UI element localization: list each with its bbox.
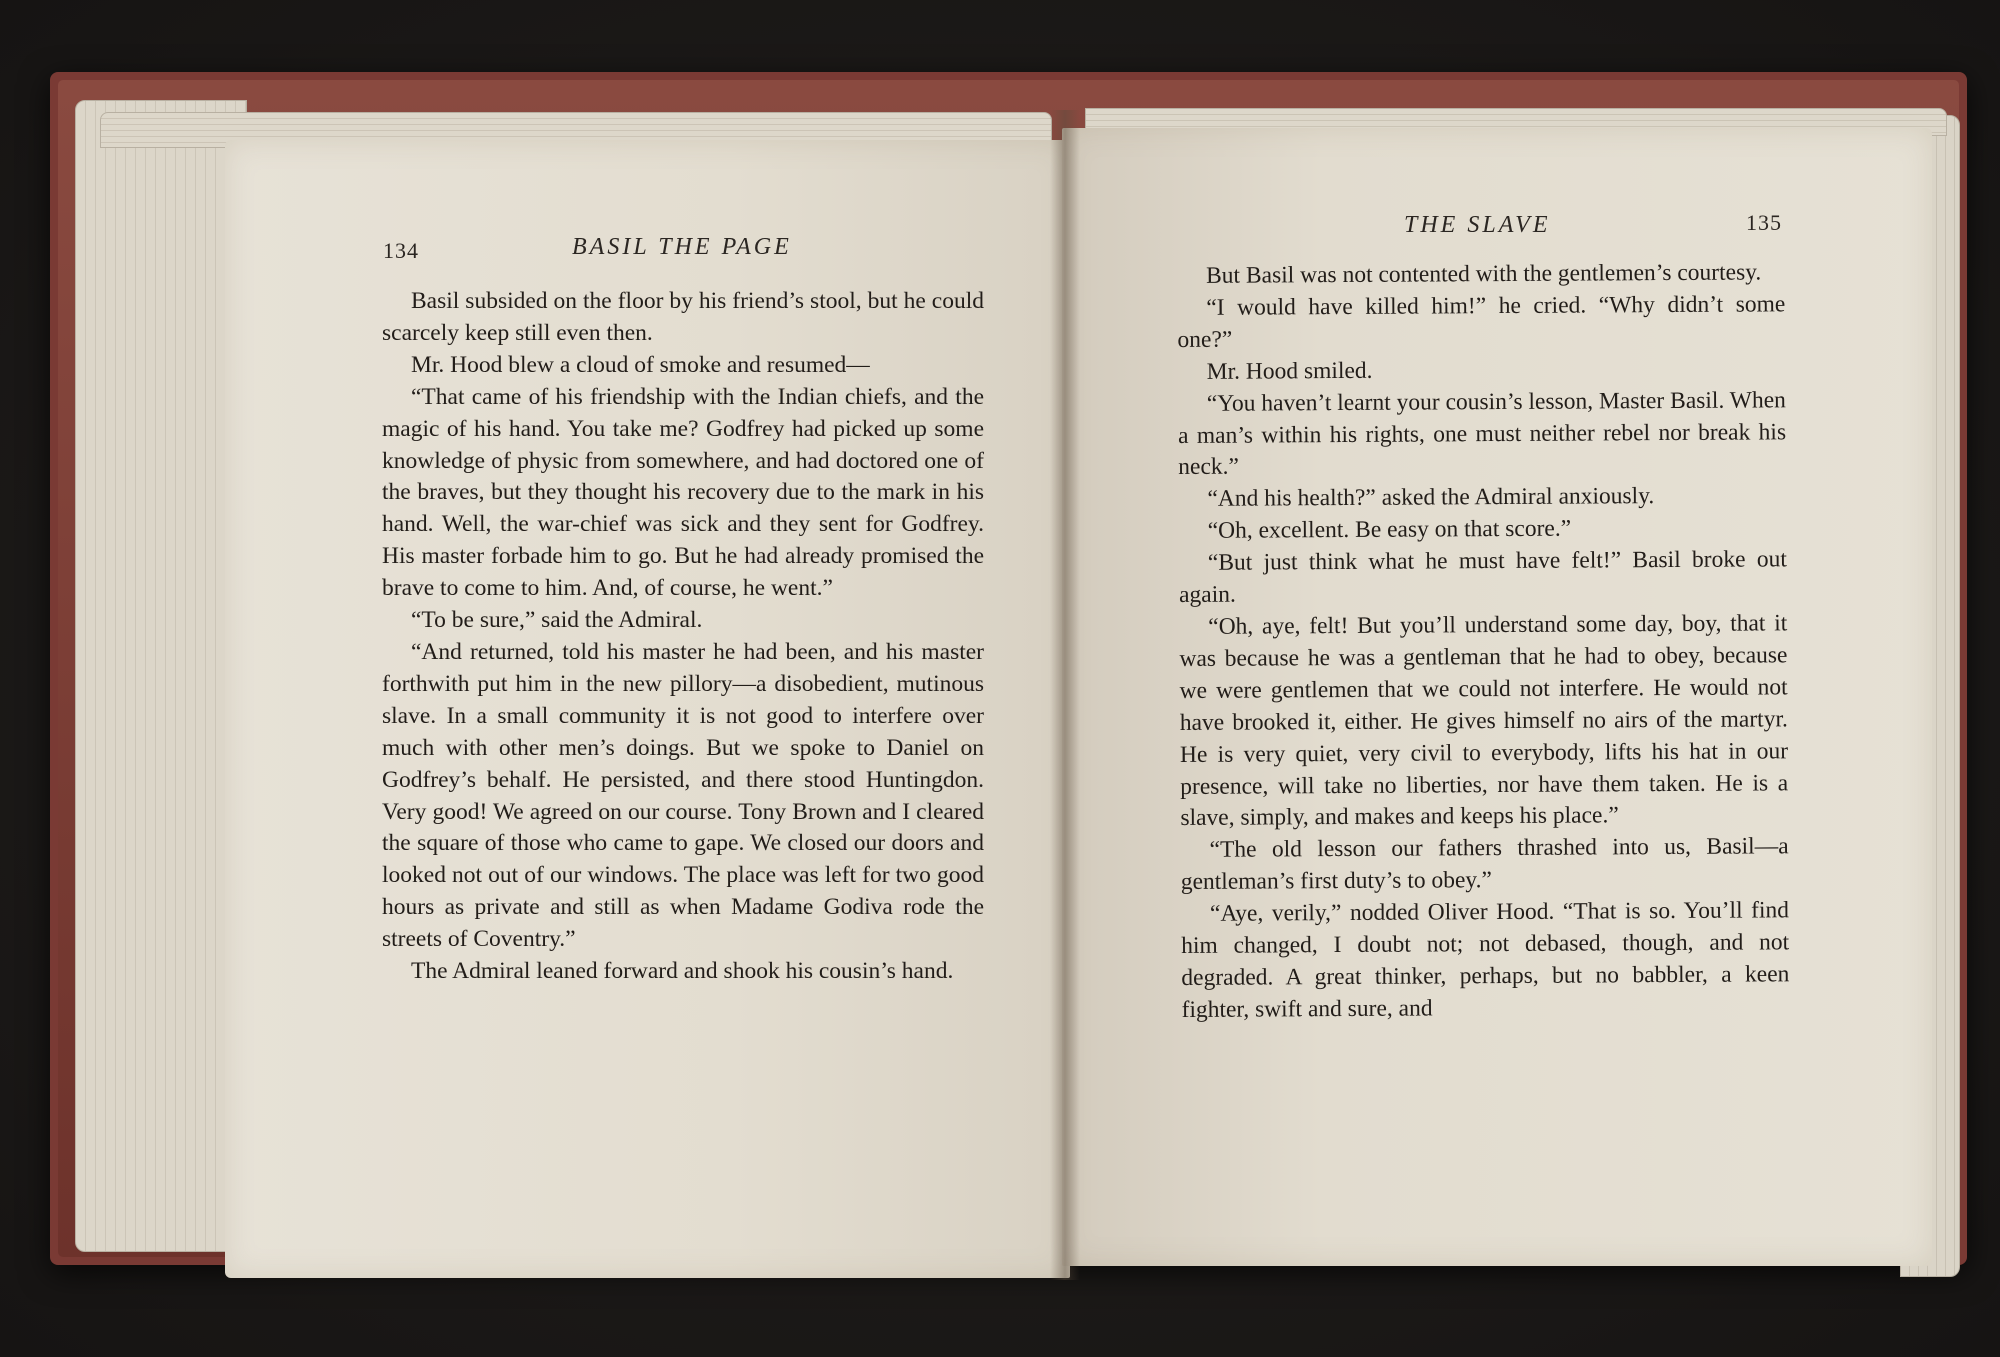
right-paragraph: “Aye, verily,” nodded Oliver Hood. “That is so. You’ll find him changed, I doubt not; not debased, though, and not degraded. A great thinker, perhaps, but no babbler, a keen fighter, swift and sure, and xyxy=(1181,897,1790,1023)
left-page-text xyxy=(382,286,984,988)
left-paragraph: Basil subsided on the floor by his friend’s stool, but he could scarcely keep still even then. xyxy=(382,288,984,346)
left-paragraph: The Admiral leaned forward and shook his cousin’s hand. xyxy=(411,958,954,985)
right-paragraph: “You haven’t learnt your cousin’s lesson, Master Basil. When a man’s within his rights, one must neither rebel nor break his neck.” xyxy=(1177,386,1787,481)
right-paragraph: “And his health?” asked the Admiral anxiously. xyxy=(1207,483,1655,513)
right-paragraph: “But just think what he must have felt!” Basil broke out again. xyxy=(1178,546,1787,609)
left-paragraph: “That came of his friendship with the Indian chiefs, and the magic of his hand. You take me? Godfrey had picked up some knowledge of physic from somewhere, and had doctored one of the braves, but they thought his recovery due to the mark in his hand. Well, the war-chief was sick and they sent for Godfrey. His master forbade him to go. But he had already promised the brave to come to him. And, of course, he went.” xyxy=(382,383,984,602)
right-paragraph: “The old lesson our fathers thrashed into us, Basil—a gentleman’s first duty’s to obey.” xyxy=(1180,833,1789,896)
right-paragraph: “Oh, aye, felt! But you’ll understand some day, boy, that it was because he was a gentleman that he had to obey, because we were gentlemen that we could not interfere. He would not have brooked it, either. He gives himself no airs of the martyr. He is very quiet, very civil to everybody, lifts his hat in our presence, will take no liberties, nor have them taken. He is a slave, simply, and makes and keeps his place.” xyxy=(1179,610,1789,832)
right-paragraph: “Oh, excellent. Be easy on that score.” xyxy=(1207,515,1572,545)
left-paragraph: “And returned, told his master he had been, and his master forthwith put him in the new pillory—a disobedient, mutinous slave. In a small community it is not good to interfere over much with other men’s doings. But we spoke to Daniel on Godfrey’s behalf. He persisted, and there stood Huntingdon. Very good! We agreed on our course. Tony Brown and I cleared the square of those who came to gape. We closed our doors and looked not out of our windows. The place was left for two good hours as private and still as when Madame Godiva rode the streets of Coventry.” xyxy=(382,638,984,953)
right-paragraph: “I would have killed him!” he cried. “Why didn’t some one?” xyxy=(1177,291,1786,353)
left-paragraph: “To be sure,” said the Admiral. xyxy=(411,607,703,634)
right-paragraph: But Basil was not contented with the gentlemen’s courtesy. xyxy=(1206,259,1762,289)
right-page-number: 135 xyxy=(1746,210,1782,235)
book-gutter xyxy=(1050,110,1080,1280)
left-paragraph: Mr. Hood blew a cloud of smoke and resumed— xyxy=(411,351,870,378)
right-paragraph: Mr. Hood smiled. xyxy=(1206,357,1373,385)
left-page-number: 134 xyxy=(383,238,419,263)
right-page-text xyxy=(1177,257,1790,1026)
left-page-edges xyxy=(75,100,247,1252)
right-running-title: THE SLAVE xyxy=(1404,212,1551,238)
left-running-title: BASIL THE PAGE xyxy=(572,234,792,260)
